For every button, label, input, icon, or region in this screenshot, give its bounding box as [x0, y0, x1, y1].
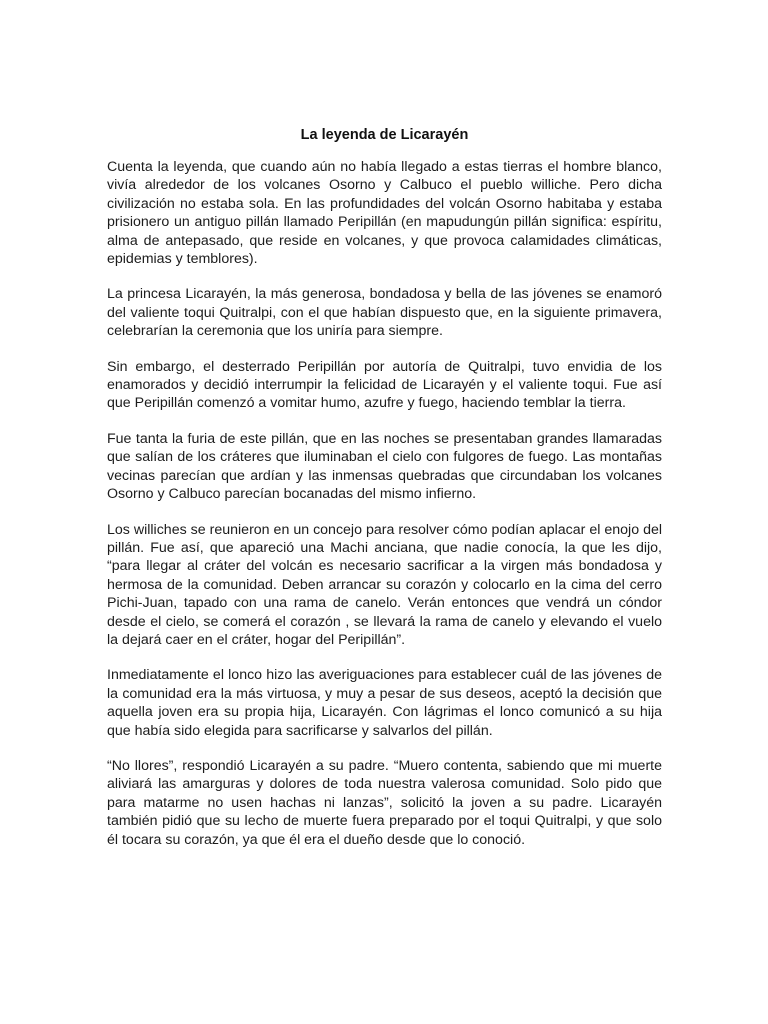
paragraph-envy: Sin embargo, el desterrado Peripillán por autoría de Quitralpi, tuvo envidia de los enamorados y decidió interrumpir la felicidad de Licarayén y el valiente toqui. Fue así que Peripillán comenzó a vomitar humo, azufre y fuego, haciendo temblar la tierra. [107, 358, 662, 412]
paragraph-princess: La princesa Licarayén, la más generosa, bondadosa y bella de las jóvenes se enamoró del valiente toqui Quitralpi, con el que habían dispuesto que, en la siguiente primavera, celebrarían la ceremonia que los uniría para siempre. [107, 286, 662, 340]
paragraph-fury: Fue tanta la furia de este pillán, que en las noches se presentaban grandes llamaradas que salían de los cráteres que iluminaban el cielo con fulgores de fuego. Las montañas vecinas parecían que ardían y las inmensas quebradas que circundaban los volcanes Osorno y Calbuco parecían bocanadas del mismo infierno. [107, 430, 662, 503]
paragraph-council: Los williches se reunieron en un concejo para resolver cómo podían aplacar el enojo del pillán. Fue así, que apareció una Machi anciana, que nadie conocía, la que les dijo, “para llegar al cráter del volcán es necesario sacrificar a la virgen más bondadosa y hermosa de la comunidad. Deben arrancar su corazón y colocarlo en la cima del cerro Pichi-Juan, tapado con una rama de canelo. Verán entonces que vendrá un cóndor desde el cielo, se comerá el corazón , se llevará la rama de canelo y elevando el vuelo la dejará caer en el cráter, hogar del Peripillán”. [107, 521, 662, 648]
paragraph-lonco: Inmediatamente el lonco hizo las averiguaciones para establecer cuál de las jóvenes de la comunidad era la más virtuosa, y muy a pesar de sus deseos, aceptó la decisión que aquella joven era su propia hija, Licarayén. Con lágrimas el lonco comunicó a su hija que había sido elegida para sacrificarse y salvarlos del pillán. [107, 667, 662, 739]
document-title: La leyenda de Licarayén [300, 127, 469, 143]
paragraph-farewell: “No llores”, respondió Licarayén a su padre. “Muero contenta, sabiendo que mi muerte aliviará las amarguras y dolores de toda nuestra valerosa comunidad. Solo pido que para matarme no usen hachas ni lanzas”, solicitó la joven a su padre. Licarayén también pidió que su lecho de muerte fuera preparado por el toqui Quitralpi, y que solo él tocara su corazón, ya que él era el dueño desde que lo conoció. [107, 757, 662, 848]
paragraph-intro: Cuenta la leyenda, que cuando aún no había llegado a estas tierras el hombre blanco, vivía alrededor de los volcanes Osorno y Calbuco el pueblo williche. Pero dicha civilización no estaba sola. En las profundidades del volcán Osorno habitaba y estaba prisionero un antiguo pillán llamado Peripillán (en mapudungún pillán significa: espíritu, alma de antepasado, que reside en volcanes, y que provoca calamidades climáticas, epidemias y temblores). [107, 159, 662, 268]
document-body [107, 125, 662, 866]
